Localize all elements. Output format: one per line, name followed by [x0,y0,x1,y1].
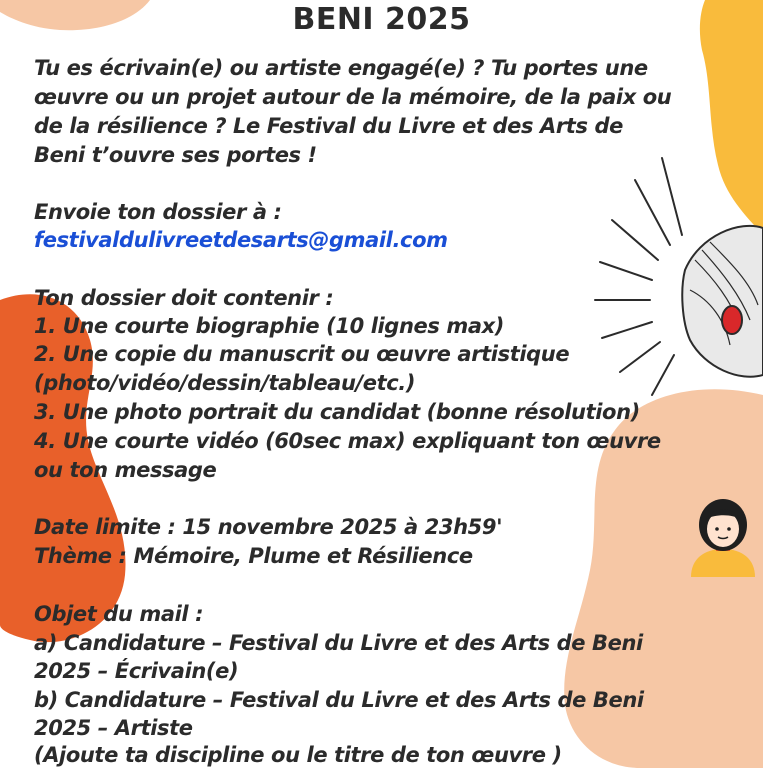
dossier-item: (photo/vidéo/dessin/tableau/etc.) [34,371,416,395]
dossier-item: 1. Une courte biographie (10 lignes max) [34,314,504,338]
dossier-item: 4. Une courte vidéo (60sec max) expliquant ton œuvre [34,429,661,453]
dossier-item: 3. Une photo portrait du candidat (bonne résolution) [34,400,640,424]
subject-line: (Ajoute ta discipline ou le titre de ton œuvre ) [34,743,562,767]
dossier-item: 2. Une copie du manuscrit ou œuvre artistique [34,342,570,366]
subject-line: 2025 – Artiste [34,716,193,740]
megaphone-icon [590,150,763,400]
subject-line: a) Candidature – Festival du Livre et des Arts de Beni [34,631,643,655]
subject-heading: Objet du mail : [34,602,204,626]
email-link[interactable]: festivaldulivreetdesarts@gmail.com [34,228,448,252]
intro-line: œuvre ou un projet autour de la mémoire, de la paix ou [34,85,672,109]
subject-line: b) Candidature – Festival du Livre et des Arts de Beni [34,688,644,712]
intro-line: Beni t’ouvre ses portes ! [34,143,317,167]
dossier-item: ou ton message [34,458,217,482]
deadline-text: Date limite : 15 novembre 2025 à 23h59' [34,515,503,539]
dossier-heading: Ton dossier doit contenir : [34,286,334,310]
intro-line: Tu es écrivain(e) ou artiste engagé(e) ? Tu portes une [34,56,648,80]
intro-line: de la résilience ? Le Festival du Livre et des Arts de [34,114,623,138]
subject-line: 2025 – Écrivain(e) [34,659,239,683]
send-label: Envoie ton dossier à : [34,200,282,224]
person-avatar-icon [686,497,760,577]
theme-text: Thème : Mémoire, Plume et Résilience [34,544,473,568]
page-title: BENI 2025 [292,2,471,37]
